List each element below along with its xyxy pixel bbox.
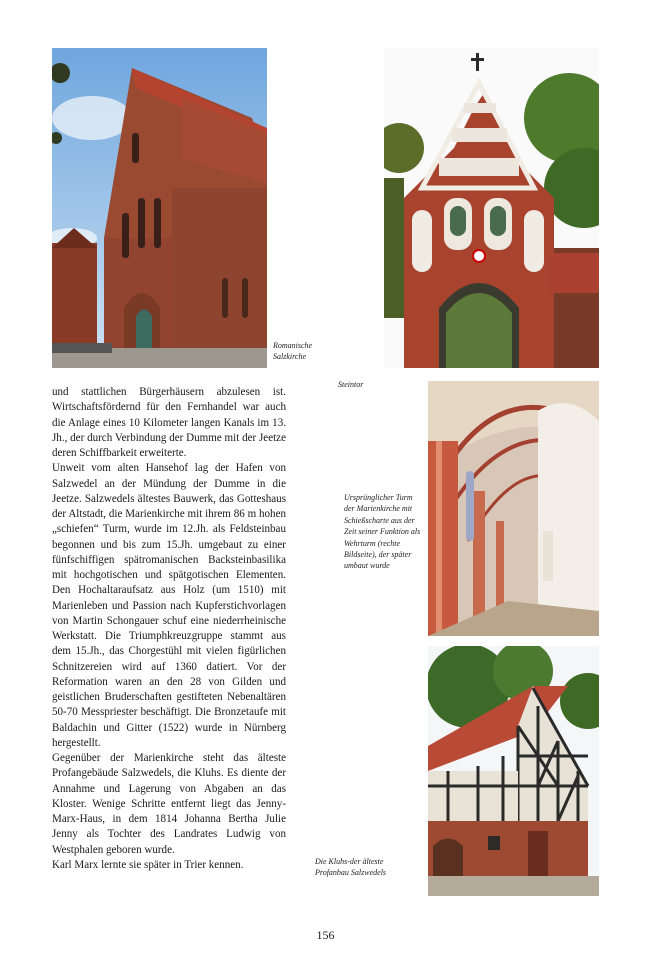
marienkirche-caption: Ursprünglicher Turm der Marienkirche mit Schießscharte aus der Zeit seiner Funktion als Wehrturm (rechte Bildseite), der später umbaut wurde <box>344 493 421 571</box>
page-number: 156 <box>316 928 335 942</box>
steintor-photo <box>384 48 599 368</box>
salzkirche-photo <box>52 48 267 368</box>
body-paragraph: Unweit vom alten Hansehof lag der Hafen von Salzwedel an der Mündung der Dumme in die Jeetze. Salzwedels ältestes Bauwerk, das Gotteshaus der Altstadt, die Marienkirche mit ihrem 86 m hohen „schiefen“ Turm, wurde im 12.Jh. als Feldsteinbau begonnen und bis zum 15.Jh. umgebaut zu einer fünfschiffigen spätromanischen Backsteinbasilika mit hochgotischen und spätgotischen Elementen. Den Hochaltaraufsatz aus Holz (um 1510) mit Marienleben und Passion nach Kupferstichvorlagen von Martin Schongauer schuf eine niederrheinische Werkstatt. Die Triumphkreuzgruppe stammt aus dem 15.Jh., das Chorgestühl mit vielen figürlichen Schnitzereien wird auf 1360 datiert. Vor der Reformation waren an den 28 von Gilden und geistlichen Bruderschaften gestifteten Nebenaltären 50-70 Messpriester beschäftigt. Die Bronzetaufe mit Baldachin und Gitter (1522) wurde in Nürnberg hergestellt. <box>52 462 286 749</box>
marienkirche-photo <box>428 381 599 636</box>
kluhs-photo <box>428 646 599 896</box>
body-paragraph: und stattlichen Bürgerhäusern abzulesen ist. Wirtschaftsfördernd für den Fernhandel war auch die Anlage eines 10 Kilometer langen Kanals im 13. Jh., der durch Verbindung der Dumme mit der Jeetze deren Schiffbarkeit erweiterte. <box>52 386 286 459</box>
steintor-caption: Steintor <box>338 380 364 389</box>
body-paragraph: Karl Marx lernte sie später in Trier kennen. <box>52 858 244 871</box>
body-text <box>52 385 286 873</box>
salzkirche-caption: Romanische Salzkirche <box>273 341 313 362</box>
kluhs-caption: Die Kluhs-der älteste Profanbau Salzwedels <box>315 857 387 878</box>
body-paragraph: Gegenüber der Marienkirche steht das älteste Profangebäude Salzwedels, die Kluhs. Es diente der Annahme und Lagerung von Abgaben an das Kloster. Wenige Schritte entfernt liegt das Jenny-Marx-Haus, in dem 1814 Johanna Bertha Julie Jenny als Tochter des Landrates Ludwig von Westphalen geboren wurde. <box>52 752 286 856</box>
